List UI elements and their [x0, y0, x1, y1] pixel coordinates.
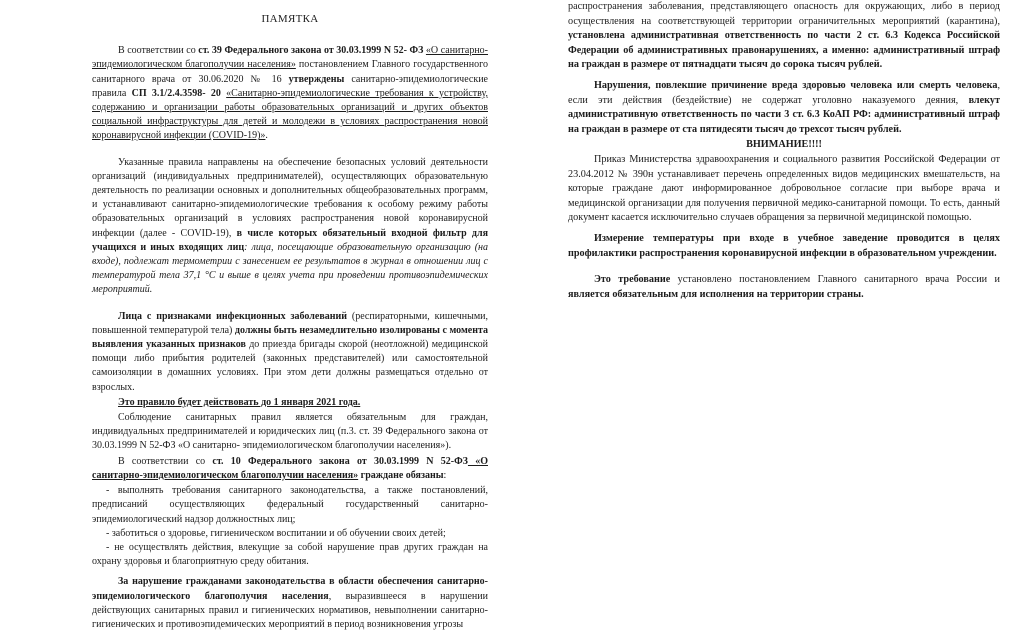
paragraph-intro	[92, 44, 488, 143]
requirement-text: Это требование	[594, 274, 671, 286]
rules-title: «Санитарно-эпидемиологические требования к устройству, содержанию и организации работы образовательных организаций и других объектов социальной инфраструктуры для детей и молодежи в условиях распространения новой коронавирусной инфекции (COVID-19)»	[92, 87, 489, 142]
temperature-text: Измерение температуры при входе в учебное заведение проводится в целях профилактики распространения коронавирусной инфекции в образовательном учреждении.	[568, 232, 1000, 259]
text-span: , если эти действия (бездействие) не содержат уголовно наказуемого деяния,	[568, 79, 1000, 106]
text-span: (респираторными, кишечными, повышенной температурой тела)	[92, 310, 488, 336]
keyword-approved: утверждены	[288, 73, 345, 85]
text-span: Соблюдение санитарных правил является обязательным для граждан, индивидуальных предпринимателей и юридических лиц (п.3. ст. 39 Федерального закона от 30.03.1999 N 52-ФЗ «О санитарно- эпидемиологическом благополучии населения»).	[92, 412, 488, 452]
text-span: до приезда бригады скорой (неотложной) медицинской помощи либо прибытия родителей (законных представителей) или самостоятельной самоизоляции в домашних условиях. При этом дети должны размещаться отдельно от взрослых.	[92, 339, 488, 393]
paragraph-rules-purpose	[92, 156, 488, 298]
text-span: установлено постановлением Главного санитарного врача России и	[670, 274, 1000, 286]
text-span: :	[443, 469, 447, 481]
text-span: В соответствии со	[118, 45, 199, 57]
text-span: , выразившееся в нарушении действующих санитарных правил и гигиенических нормативов, невыполнении санитарно-гигиенических и противоэпидемических мероприятий в период возникновения угрозы	[92, 590, 488, 630]
paragraph-isolation	[92, 310, 488, 395]
paragraph-harm	[568, 79, 1000, 137]
thermometry-text: : лица, посещающие образовательную организацию (на входе), подлежат термометрии с занесением ее результатов в журнал в отношении лиц с температурой тела 37,1 °С и выше в целях учета при проведении противоэпидемических мероприятий.	[92, 241, 488, 296]
left-page	[0, 0, 512, 630]
law-title: «О санитарно-эпидемиологическом благополучии населения»	[92, 455, 488, 481]
paragraph-validity	[92, 396, 488, 410]
list-item: - заботиться о здоровье, гигиеническом воспитании и об обучении своих детей;	[106, 527, 446, 539]
citizens-obliged-text: граждане обязаны	[358, 469, 444, 481]
fine-text: влекут административную ответственность по части 3 ст. 6.3 КоАП РФ: административный штраф на граждан в размере от ста пятидесяти тысяч до трехсот тысяч рублей.	[568, 94, 1000, 135]
attention-heading: ВНИМАНИЕ!!!!	[746, 139, 822, 151]
rules-code: СП 3.1/2.4.3598- 20	[131, 87, 221, 99]
paragraph-temperature	[568, 232, 1000, 261]
paragraph-compliance	[92, 411, 488, 454]
liability-text: установлена административная ответственность по части 2 ст. 6.3 Кодекса Российской Федерации об административных правонарушениях, а именно: административный штраф на граждан в размере от пятнадцати тысяч до сорока тысяч рублей.	[568, 30, 1000, 71]
law-reference: ст. 39 Федерального закона от 30.03.1999 N 52- ФЗ	[198, 45, 424, 57]
mandatory-text: является обязательным для исполнения на территории страны.	[568, 288, 864, 300]
list-item: - выполнять требования санитарного законодательства, а также постановлений, предписаний осуществляющих федеральный государственный санитарно-эпидемиологический надзор должностных лиц;	[92, 485, 488, 525]
violation-text: За нарушение гражданами законодательства в области обеспечения санитарно-эпидемиологического благополучия населения	[92, 576, 488, 602]
text-span: распространения заболевания, представляющего опасность для окружающих, либо в период осуществления на соответствующей территории ограничительных мероприятий (карантина),	[568, 1, 1000, 27]
paragraph-requirement	[568, 273, 1000, 302]
text-span: .	[265, 130, 268, 142]
law-title: «О санитарно-эпидемиологическом благополучии населения»	[92, 45, 489, 71]
paragraph-order: Приказ Министерства здравоохранения и социального развития Российской Федерации от 23.04.2012 № 390н устанавливает перечень определенных видов медицинских вмешательств, на которые граждане дают информированное добровольное согласие при выборе врача и медицинской организации для получения первичной медико-санитарной помощи. То есть, данный документ касается исключительно случаев обращения за первичной медицинской помощью.	[568, 153, 1000, 224]
entry-filter-text: в числе которых обязательный входной фильтр для учащихся и иных входящих лиц	[92, 227, 488, 253]
text-span: В соответствии со	[118, 455, 213, 467]
text-span: Указанные правила направлены на обеспечение безопасных условий деятельности организаций (индивидуальных предпринимателей), осуществляющих образовательную деятельность по реализации основных и дополнительных общеобразовательных программ, и устанавливают санитарно-эпидемиологические требования к особому режиму работы образовательных организаций в условиях распространения новой коронавирусной инфекции (далее - COVID-19),	[92, 156, 488, 239]
text-span: постановлением Главного государственного санитарного врача от 30.06.2020 № 16	[92, 59, 488, 85]
paragraph-violation	[92, 575, 488, 632]
infection-signs-text: Лица с признаками инфекционных заболеваний	[118, 310, 348, 322]
paragraph-liability	[568, 0, 1000, 73]
harm-text: Нарушения, повлекшие причинение вреда здоровью человека или смерть человека	[594, 79, 998, 91]
memo-title: ПАМЯТКА	[261, 13, 319, 25]
list-item: - не осуществлять действия, влекущие за собой нарушение прав других граждан на охрану здоровья и благоприятную среду обитания.	[92, 541, 488, 568]
text-span: санитарно-эпидемиологические правила	[92, 73, 488, 99]
law-reference: ст. 10 Федерального закона от 30.03.1999 N 52-ФЗ	[212, 455, 468, 467]
isolation-text: должны быть незамедлительно изолированы с момента выявления указанных признаков	[92, 324, 488, 351]
right-page	[512, 0, 1024, 618]
validity-date-text: Это правило будет действовать до 1 января 2021 года.	[118, 396, 361, 408]
paragraph-obligations	[92, 455, 488, 483]
